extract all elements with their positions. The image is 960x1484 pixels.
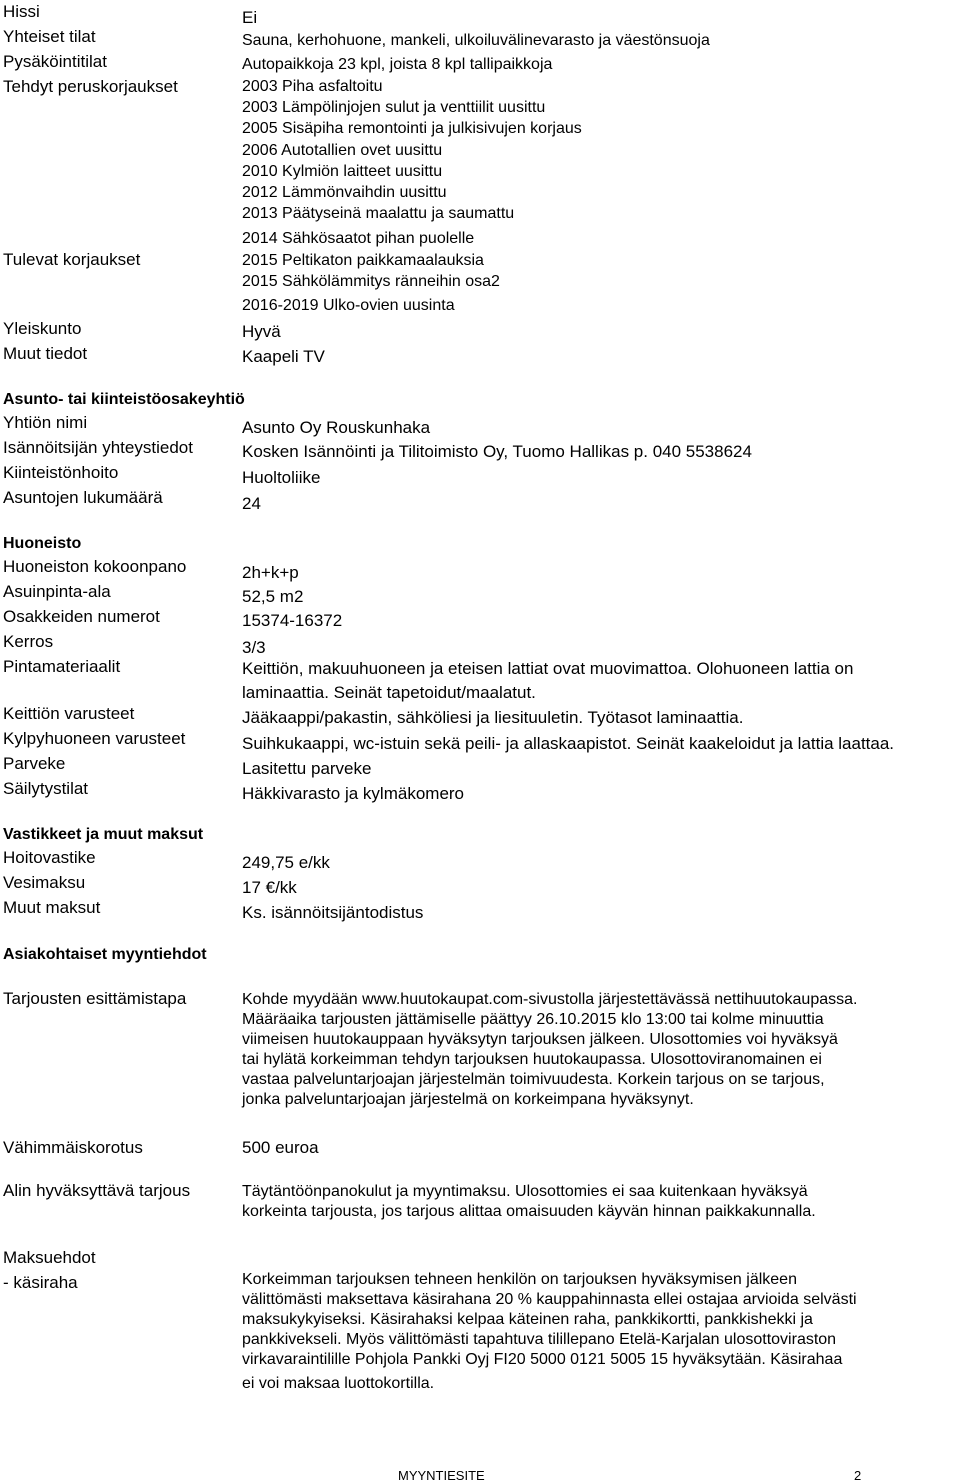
page-number: 2 <box>854 1468 862 1483</box>
hoitovastike-label: Hoitovastike <box>3 848 96 867</box>
kerros-label: Kerros <box>3 632 54 651</box>
tulevat-korjaus-item: 2015 Sähkölämmitys ränneihin osa2 <box>242 273 500 290</box>
text-line: Täytäntöönpanokulut ja myyntimaksu. Ulosottomies ei saa kuitenkaan hyväksyä <box>242 1183 808 1200</box>
muut-tiedot-value: Kaapeli TV <box>242 347 325 366</box>
osakkeiden-numerot-value: 15374-16372 <box>242 611 343 630</box>
myyntiehdot-heading: Asiakohtaiset myyntiehdot <box>3 946 207 963</box>
tehdyt-korjaus-item: 2012 Lämmönvaihdin uusittu <box>242 184 447 201</box>
tehdyt-korjaukset-label: Tehdyt peruskorjaukset <box>3 77 178 96</box>
yleiskunto-value: Hyvä <box>242 322 281 341</box>
tulevat-korjaus-item: 2014 Sähkösaatot pihan puolelle <box>242 230 475 247</box>
vesimaksu-value: 17 €/kk <box>242 878 297 897</box>
muut-maksut-label: Muut maksut <box>3 898 101 917</box>
hissi-value: Ei <box>242 8 258 27</box>
isannoitsija-value: Kosken Isännöinti ja Tilitoimisto Oy, Tuomo Hallikas p. 040 5538624 <box>242 442 752 461</box>
asuntojen-lukumaara-label: Asuntojen lukumäärä <box>3 488 163 507</box>
text-line: Määräaika tarjousten jättämiselle päättyy 26.10.2015 klo 13:00 tai kolme minuuttia <box>242 1011 824 1028</box>
yleiskunto-label: Yleiskunto <box>3 319 82 338</box>
text-line: Korkeimman tarjouksen tehneen henkilön on tarjouksen hyväksymisen jälkeen <box>242 1271 797 1288</box>
text-line: tai hylätä korkeimman tehdyn tarjouksen huutokaupassa. Ulosottoviranomainen ei <box>242 1051 822 1068</box>
parveke-label: Parveke <box>3 754 66 773</box>
tehdyt-korjaus-item: 2003 Piha asfaltoitu <box>242 78 383 95</box>
kiinteistonhoito-label: Kiinteistönhoito <box>3 463 119 482</box>
hoitovastike-value: 249,75 e/kk <box>242 853 330 872</box>
osakkeiden-numerot-label: Osakkeiden numerot <box>3 607 160 626</box>
kylpyhuoneen-varusteet-label: Kylpyhuoneen varusteet <box>3 729 186 748</box>
maksuehdot-label: Maksuehdot <box>3 1248 96 1267</box>
pysakointitilat-value: Autopaikkoja 23 kpl, joista 8 kpl tallipaikkoja <box>242 56 553 73</box>
alin-tarjous-label: Alin hyväksyttävä tarjous <box>3 1181 191 1200</box>
tehdyt-korjaus-item: 2003 Lämpölinjojen sulut ja venttiilit uusittu <box>242 99 546 116</box>
tulevat-korjaus-item: 2015 Peltikaton paikkamaalauksia <box>242 252 484 269</box>
kylpyhuoneen-varusteet-value: Suihkukaappi, wc-istuin sekä peili- ja allaskaapistot. Seinät kaakeloidut ja lattia laattaa. <box>242 734 895 753</box>
kiinteistonhoito-value: Huoltoliike <box>242 468 321 487</box>
tulevat-korjaukset-label: Tulevat korjaukset <box>3 250 141 269</box>
text-line: ei voi maksaa luottokortilla. <box>242 1375 435 1392</box>
pintamateriaalit-label: Pintamateriaalit <box>3 657 121 676</box>
hissi-label: Hissi <box>3 2 40 21</box>
keittion-varusteet-value: Jääkaappi/pakastin, sähköliesi ja liesituuletin. Työtasot laminaattia. <box>242 708 744 727</box>
kasiraha-text <box>242 1270 960 1394</box>
tehdyt-korjaus-item: 2013 Päätyseinä maalattu ja saumattu <box>242 205 515 222</box>
isannoitsija-label: Isännöitsijän yhteystiedot <box>3 438 193 457</box>
text-line: korkeinta tarjousta, jos tarjous alittaa omaisuuden käyvän hinnan paikkakunnalla. <box>242 1203 816 1220</box>
vahimmaiskorotus-label: Vähimmäiskorotus <box>3 1138 143 1157</box>
text-line: maksukykyiseksi. Käsirahaksi kelpaa käteinen raha, pankkikortti, pankkishekki ja <box>242 1311 813 1328</box>
kerros-value: 3/3 <box>242 638 266 657</box>
tarjousten-esittamistapa-text <box>242 990 960 1110</box>
yhtion-nimi-value: Asunto Oy Rouskunhaka <box>242 418 431 437</box>
text-line: viimeisen huutokauppaan hyväksytyn tarjouksen jälkeen. Ulosottomies voi hyväksyä <box>242 1031 838 1048</box>
yhtion-nimi-label: Yhtiön nimi <box>3 413 88 432</box>
text-line: välittömästi maksettava käsirahana 20 % kauppahinnasta ellei ostajaa arvioida selvästi <box>242 1291 857 1308</box>
vastikkeet-heading: Vastikkeet ja muut maksut <box>3 826 204 843</box>
asuntojen-lukumaara-value: 24 <box>242 494 261 513</box>
huoneisto-heading: Huoneisto <box>3 535 82 552</box>
text-line: jonka palveluntarjoajan järjestelmä on korkeimpana hyväksynyt. <box>242 1091 694 1108</box>
yhteiset-tilat-value: Sauna, kerhohuone, mankeli, ulkoiluvälinevarasto ja väestönsuoja <box>242 32 710 49</box>
vahimmaiskorotus-value: 500 euroa <box>242 1138 319 1157</box>
keittion-varusteet-label: Keittiön varusteet <box>3 704 135 723</box>
muut-tiedot-label: Muut tiedot <box>3 344 88 363</box>
pysakointitilat-label: Pysäköintitilat <box>3 52 107 71</box>
asuinpinta-ala-value: 52,5 m2 <box>242 587 304 606</box>
sailytystilat-value: Häkkivarasto ja kylmäkomero <box>242 784 465 803</box>
kokoonpano-label: Huoneiston kokoonpano <box>3 557 187 576</box>
asunto-heading: Asunto- tai kiinteistöosakeyhtiö <box>3 391 245 408</box>
tulevat-korjaus-item: 2016-2019 Ulko-ovien uusinta <box>242 297 455 314</box>
parveke-value: Lasitettu parveke <box>242 759 372 778</box>
alin-tarjous-text <box>242 1182 960 1222</box>
text-line: Kohde myydään www.huutokaupat.com-sivustolla järjestettävässä nettihuutokaupassa. <box>242 991 858 1008</box>
kokoonpano-value: 2h+k+p <box>242 563 299 582</box>
vesimaksu-label: Vesimaksu <box>3 873 86 892</box>
text-line: vastaa palveluntarjoajan järjestelmän toimivuudesta. Korkein tarjous on se tarjous, <box>242 1071 825 1088</box>
yhteiset-tilat-label: Yhteiset tilat <box>3 27 96 46</box>
muut-maksut-value: Ks. isännöitsijäntodistus <box>242 903 424 922</box>
text-line: virkavaraintilille Pohjola Pankki Oyj FI20 5000 0121 5005 15 hyväksytään. Käsirahaa <box>242 1351 843 1368</box>
tarjousten-esittamistapa-label: Tarjousten esittämistapa <box>3 989 187 1008</box>
pintamateriaalit-value: laminaattia. Seinät tapetoidut/maalatut. <box>242 683 536 702</box>
tehdyt-korjaus-item: 2010 Kylmiön laitteet uusittu <box>242 163 443 180</box>
asuinpinta-ala-label: Asuinpinta-ala <box>3 582 111 601</box>
pintamateriaalit-value: Keittiön, makuuhuoneen ja eteisen lattiat ovat muovimattoa. Olohuoneen lattia on <box>242 659 854 678</box>
footer-title: MYYNTIESITE <box>398 1468 485 1483</box>
sailytystilat-label: Säilytystilat <box>3 779 89 798</box>
tehdyt-korjaus-item: 2006 Autotallien ovet uusittu <box>242 142 443 159</box>
text-line: pankkivekseli. Myös välittömästi tapahtuva tilillepano Etelä-Karjalan ulosottoviraston <box>242 1331 837 1348</box>
tehdyt-korjaus-item: 2005 Sisäpiha remontointi ja julkisivujen korjaus <box>242 120 582 137</box>
kasiraha-label: - käsiraha <box>3 1273 78 1292</box>
